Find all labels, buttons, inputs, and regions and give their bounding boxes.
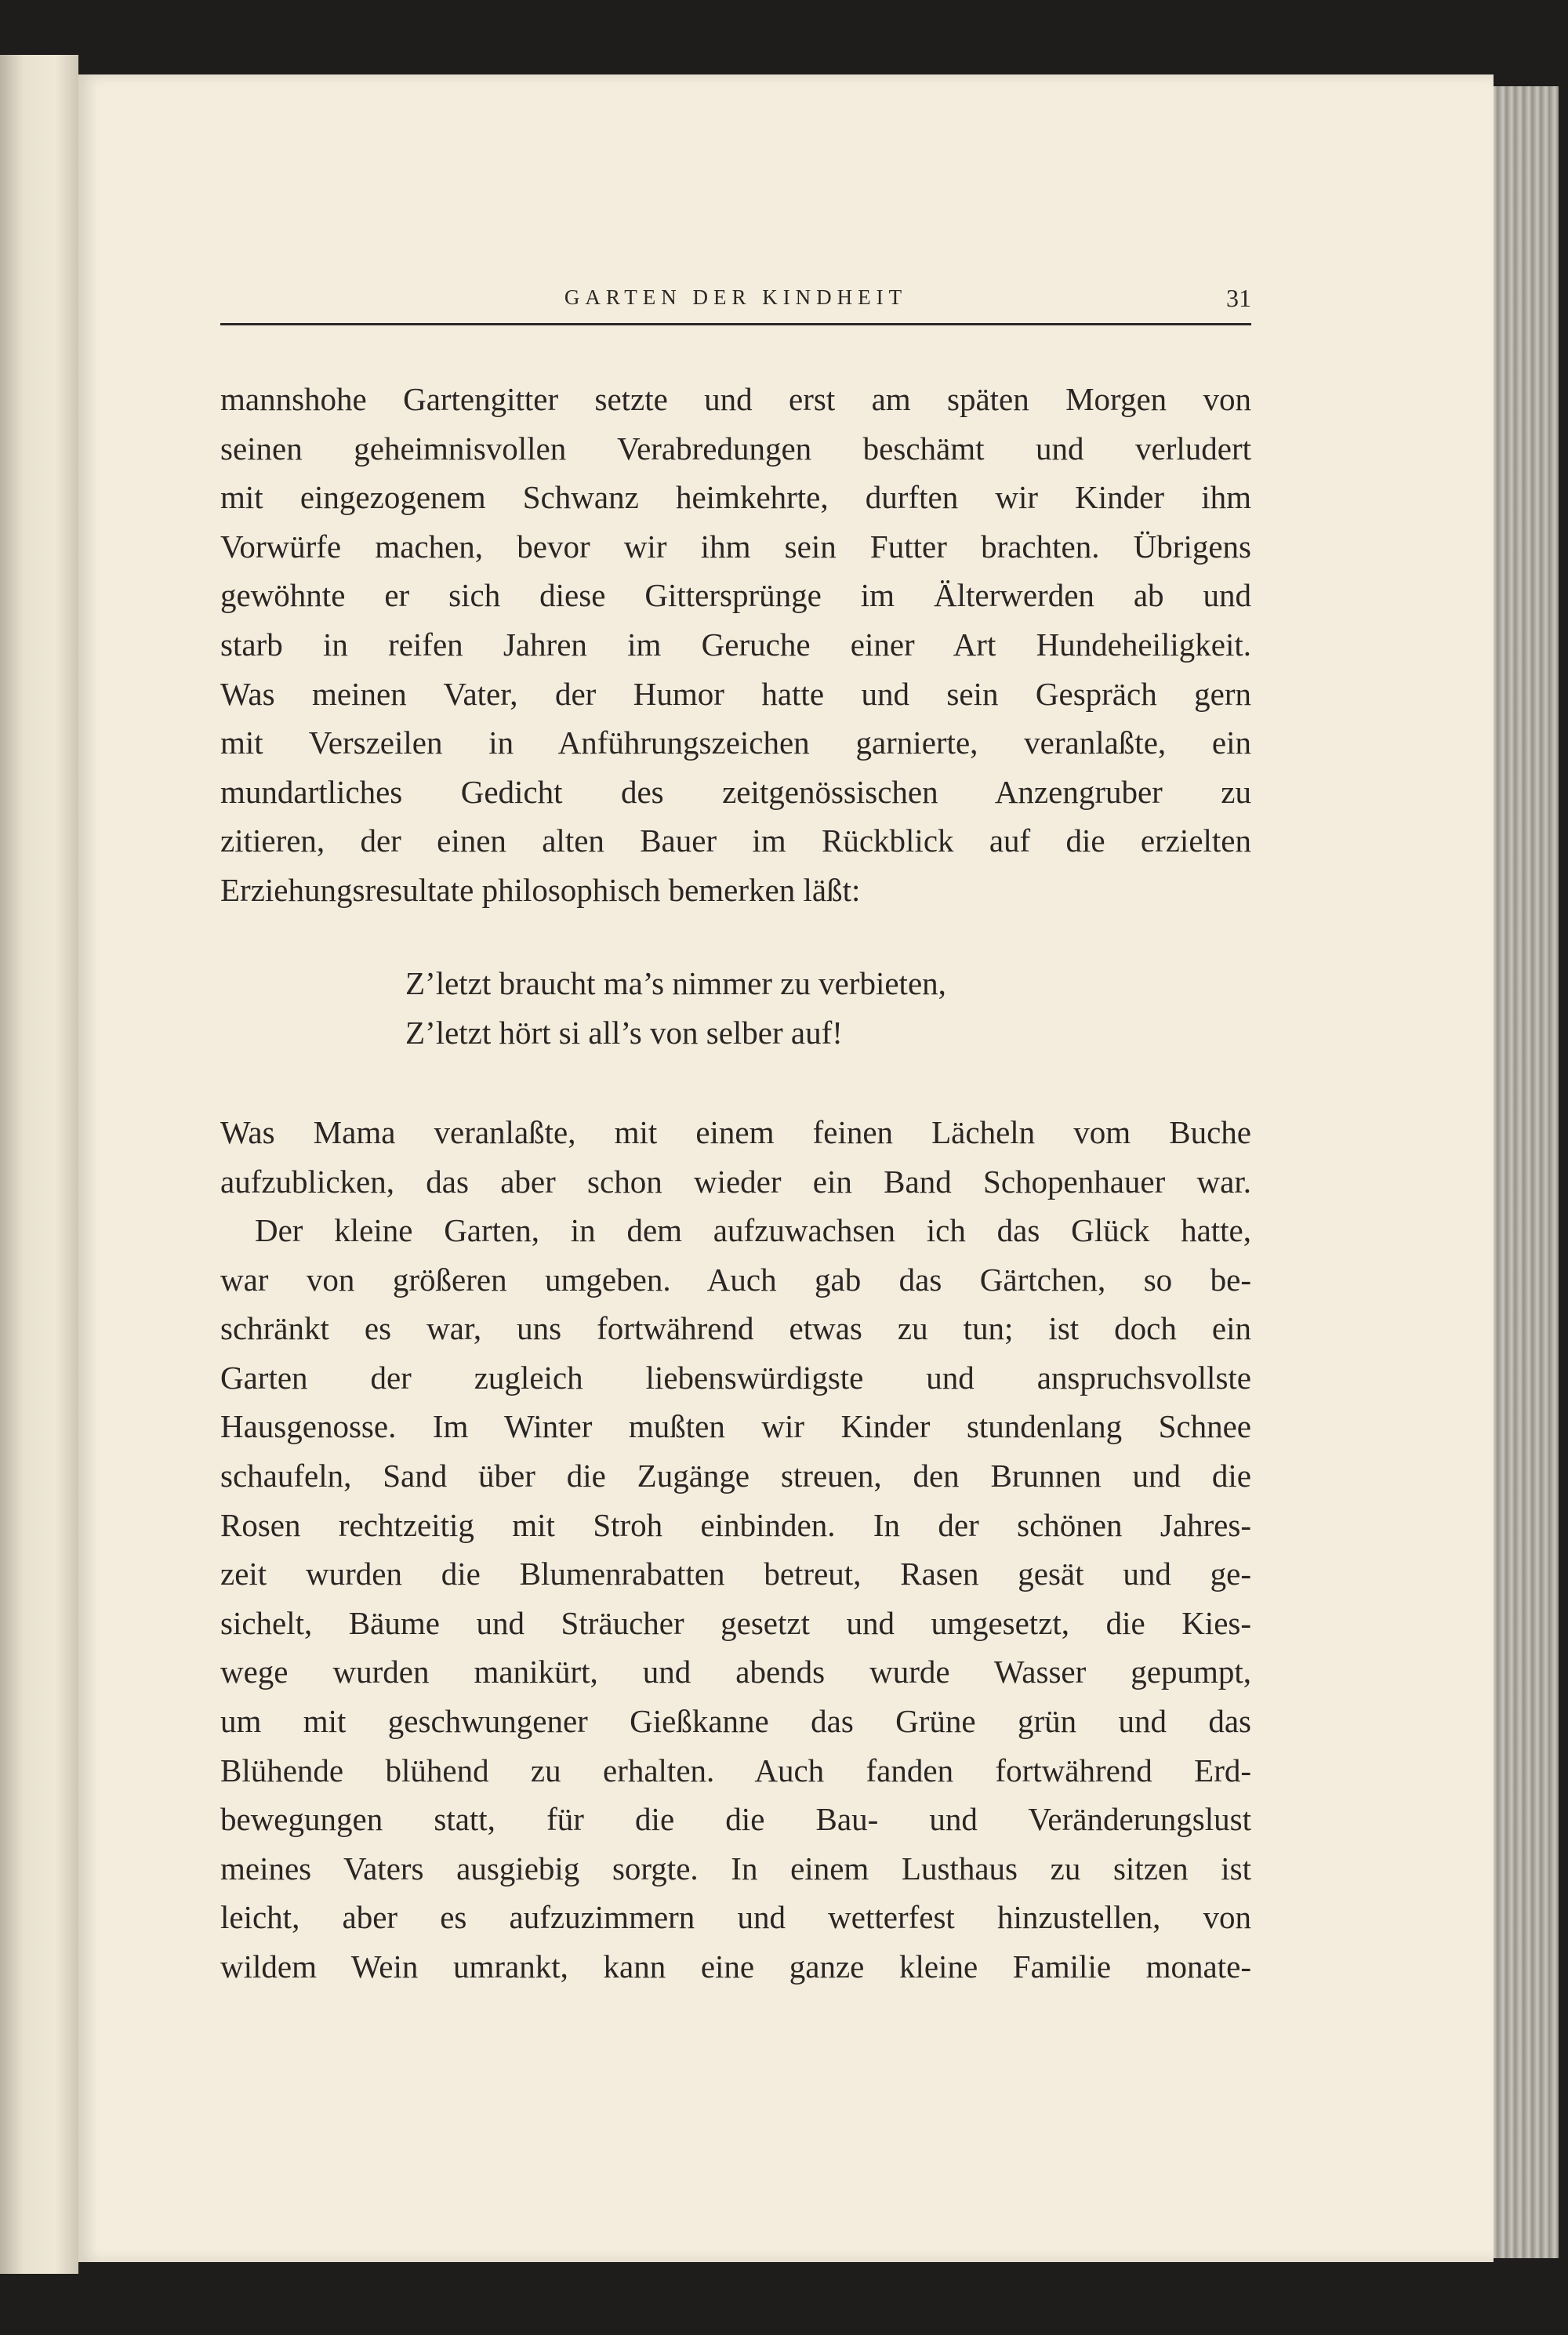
text-line: Rosen rechtzeitig mit Stroh einbinden. In der schönen Jahres-: [220, 1506, 1251, 1543]
page-header: [220, 282, 1251, 314]
page-number: 31: [1226, 284, 1251, 312]
header-rule: [220, 323, 1251, 325]
text-line: zitieren, der einen alten Bauer im Rückblick auf die erzielten: [220, 823, 1251, 859]
text-line: Vorwürfe machen, bevor wir ihm sein Futter brachten. Übrigens: [220, 528, 1251, 565]
left-page-edge: [0, 55, 78, 2274]
text-line: Erziehungsresultate philosophisch bemerken läßt:: [220, 871, 861, 908]
text-line: mit Verszeilen in Anführungszeichen garnierte, veranlaßte, ein: [220, 724, 1251, 761]
text-line: Was meinen Vater, der Humor hatte und sein Gespräch gern: [220, 675, 1251, 712]
book-edge: [1490, 86, 1559, 2258]
text-line: bewegungen statt, für die die Bau- und Veränderungslust: [220, 1801, 1251, 1838]
text-line: mit eingezogenem Schwanz heimkehrte, durften wir Kinder ihm: [220, 479, 1251, 516]
text-line: gewöhnte er sich diese Gittersprünge im Älterwerden ab und: [220, 577, 1251, 614]
paragraph-2: [220, 1108, 1251, 1206]
text-line: schaufeln, Sand über die Zugänge streuen, den Brunnen und die: [220, 1457, 1251, 1494]
paragraph-1: [220, 375, 1251, 915]
running-title: GARTEN DER KINDHEIT: [564, 285, 908, 309]
text-line: Hausgenosse. Im Winter mußten wir Kinder stundenlang Schnee: [220, 1408, 1251, 1445]
text-line: Der kleine Garten, in dem aufzuwachsen ich das Glück hatte,: [255, 1212, 1251, 1248]
text-line: sichelt, Bäume und Sträucher gesetzt und umgesetzt, die Kies-: [220, 1604, 1251, 1641]
text-line: Was Mama veranlaßte, mit einem feinen Lächeln vom Buche: [220, 1114, 1251, 1150]
poem-quote: [405, 959, 946, 1057]
text-line: Z’letzt braucht ma’s nimmer zu verbieten,: [405, 965, 946, 1001]
text-line: Z’letzt hört si all’s von selber auf!: [405, 1014, 843, 1051]
text-line: seinen geheimnisvollen Verabredungen beschämt und verludert: [220, 430, 1251, 467]
text-line: leicht, aber es aufzuzimmern und wetterfest hinzustellen, von: [220, 1899, 1251, 1936]
text-line: schränkt es war, uns fortwährend etwas zu tun; ist doch ein: [220, 1310, 1251, 1347]
text-line: mundartliches Gedicht des zeitgenössischen Anzengruber zu: [220, 773, 1251, 810]
text-line: zeit wurden die Blumenrabatten betreut, Rasen gesät und ge-: [220, 1556, 1251, 1592]
text-line: war von größeren umgeben. Auch gab das Gärtchen, so be-: [220, 1261, 1251, 1298]
text-line: Blühende blühend zu erhalten. Auch fanden fortwährend Erd-: [220, 1752, 1251, 1788]
text-line: wildem Wein umrankt, kann eine ganze kleine Familie monate-: [220, 1948, 1251, 1985]
text-line: mannshohe Gartengitter setzte und erst am späten Morgen von: [220, 381, 1251, 417]
text-line: meines Vaters ausgiebig sorgte. In einem Lusthaus zu sitzen ist: [220, 1850, 1251, 1887]
text-line: um mit geschwungener Gießkanne das Grüne grün und das: [220, 1702, 1251, 1739]
text-line: aufzublicken, das aber schon wieder ein Band Schopenhauer war.: [220, 1163, 1251, 1200]
text-line: wege wurden manikürt, und abends wurde Wasser gepumpt,: [220, 1654, 1251, 1690]
text-line: Garten der zugleich liebenswürdigste und anspruchsvollste: [220, 1359, 1251, 1396]
text-line: starb in reifen Jahren im Geruche einer Art Hundeheiligkeit.: [220, 626, 1251, 663]
paragraph-3: [220, 1206, 1251, 1992]
